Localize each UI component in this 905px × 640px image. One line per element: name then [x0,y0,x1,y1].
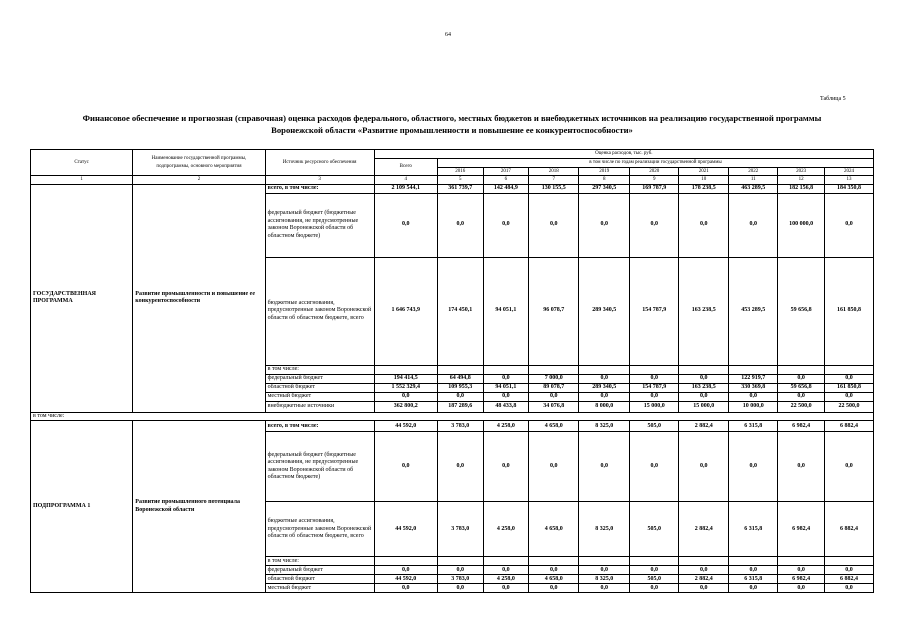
value-cell: 48 433,8 [483,401,529,412]
value-cell: 0,0 [679,432,729,502]
value-cell: 0,0 [483,432,529,502]
header-source: Источник ресурсного обеспечения [265,150,374,176]
value-cell: 59 656,8 [778,257,825,365]
value-cell: 0,0 [778,392,825,401]
value-cell [579,365,630,374]
value-cell: 505,0 [630,421,679,432]
value-cell: 0,0 [529,432,579,502]
value-cell: 44 592,0 [374,575,437,584]
value-cell: 169 787,9 [630,184,679,193]
value-cell: 0,0 [824,193,873,257]
value-cell: 0,0 [483,584,529,593]
header-year: 2016 [437,167,483,176]
column-number: 2 [133,176,265,185]
header-status: Статус [31,150,133,176]
source-cell: бюджетные ассигнования, предусмотренные законом Воронежской области об областном бюджете, всего [265,502,374,557]
value-cell: 0,0 [529,566,579,575]
value-cell: 0,0 [374,566,437,575]
value-cell [729,557,778,566]
value-cell: 6 315,8 [729,421,778,432]
value-cell: 0,0 [579,584,630,593]
column-number: 7 [529,176,579,185]
value-cell: 6 982,4 [778,502,825,557]
value-cell: 0,0 [824,392,873,401]
value-cell: 8 325,0 [579,575,630,584]
value-cell [824,365,873,374]
value-cell: 4 258,0 [483,502,529,557]
column-number: 12 [778,176,825,185]
header-year: 2021 [679,167,729,176]
value-cell: 0,0 [529,584,579,593]
value-cell: 0,0 [437,584,483,593]
financing-table [30,149,874,593]
value-cell [483,365,529,374]
value-cell: 3 783,0 [437,502,483,557]
value-cell: 0,0 [679,584,729,593]
value-cell: 361 739,7 [437,184,483,193]
value-cell: 96 078,7 [529,257,579,365]
value-cell: 0,0 [483,392,529,401]
value-cell: 8 325,0 [579,502,630,557]
source-cell: всего, в том числе: [265,184,374,193]
column-number: 4 [374,176,437,185]
value-cell: 154 787,9 [630,257,679,365]
value-cell: 0,0 [579,193,630,257]
value-cell: 22 500,0 [824,401,873,412]
value-cell: 6 882,4 [824,575,873,584]
source-cell: внебюджетные источники [265,401,374,412]
value-cell: 0,0 [824,374,873,383]
source-cell: местный бюджет [265,392,374,401]
value-cell: 0,0 [483,566,529,575]
header-year: 2020 [630,167,679,176]
value-cell: 4 258,0 [483,575,529,584]
value-cell: 0,0 [729,432,778,502]
value-cell: 289 340,5 [579,257,630,365]
value-cell: 0,0 [778,432,825,502]
value-cell: 161 850,8 [824,383,873,392]
value-cell: 362 800,2 [374,401,437,412]
value-cell: 109 955,3 [437,383,483,392]
value-cell: 194 414,5 [374,374,437,383]
header-year: 2019 [579,167,630,176]
value-cell [483,557,529,566]
value-cell: 4 658,0 [529,502,579,557]
value-cell [679,557,729,566]
value-cell: 0,0 [630,584,679,593]
value-cell: 0,0 [630,392,679,401]
value-cell: 0,0 [729,392,778,401]
program-status: ГОСУДАРСТВЕННАЯ ПРОГРАММА [31,184,133,412]
value-cell: 0,0 [778,584,825,593]
header-year: 2018 [529,167,579,176]
document-title [22,112,882,136]
value-cell: 15 000,0 [630,401,679,412]
value-cell: 297 340,5 [579,184,630,193]
value-cell: 0,0 [529,193,579,257]
column-number: 9 [630,176,679,185]
value-cell: 0,0 [679,566,729,575]
column-number: 6 [483,176,529,185]
title-line-1: Финансовое обеспечение и прогнозная (справочная) оценка расходов федерального, областного, местных бюджетов и внебюджетных источников на реализацию государственной программы [82,113,822,123]
value-cell: 330 369,8 [729,383,778,392]
value-cell: 0,0 [483,374,529,383]
value-cell: 463 289,5 [729,184,778,193]
value-cell: 163 238,5 [679,257,729,365]
column-number: 3 [265,176,374,185]
value-cell: 0,0 [630,432,679,502]
value-cell: 187 289,6 [437,401,483,412]
value-cell: 1 552 329,4 [374,383,437,392]
value-cell [729,365,778,374]
value-cell: 0,0 [729,193,778,257]
value-cell: 15 000,0 [679,401,729,412]
including-label: в том числе: [31,412,874,421]
value-cell: 94 051,1 [483,257,529,365]
value-cell: 6 982,4 [778,421,825,432]
value-cell: 4 658,0 [529,575,579,584]
header-year: 2023 [778,167,825,176]
title-line-2: Воронежской области «Развитие промышленности и повышение ее конкурентоспособности» [271,125,633,135]
source-cell: в том числе: [265,557,374,566]
column-number: 8 [579,176,630,185]
value-cell: 0,0 [679,392,729,401]
value-cell [374,365,437,374]
column-number: 10 [679,176,729,185]
value-cell [778,557,825,566]
page-number: 64 [445,32,451,38]
value-cell: 0,0 [437,566,483,575]
value-cell: 178 238,5 [679,184,729,193]
value-cell: 174 450,1 [437,257,483,365]
value-cell: 505,0 [630,575,679,584]
value-cell [437,365,483,374]
value-cell: 6 315,8 [729,575,778,584]
header-estimate: Оценка расходов, тыс. руб. [374,150,873,159]
header-year: 2017 [483,167,529,176]
value-cell [630,557,679,566]
value-cell: 161 850,8 [824,257,873,365]
value-cell: 182 156,8 [778,184,825,193]
subprogram-status: ПОДПРОГРАММА 1 [31,421,133,593]
value-cell: 0,0 [729,566,778,575]
table-label: Таблица 5 [820,96,846,102]
column-number: 5 [437,176,483,185]
value-cell: 7 000,0 [529,374,579,383]
value-cell: 0,0 [529,392,579,401]
value-cell: 0,0 [630,193,679,257]
value-cell: 0,0 [579,392,630,401]
value-cell: 3 783,0 [437,575,483,584]
value-cell: 0,0 [729,584,778,593]
value-cell: 64 494,8 [437,374,483,383]
header-name: Наименование государственной программы, подпрограммы, основного мероприятия [133,150,265,176]
value-cell: 89 078,7 [529,383,579,392]
value-cell: 6 882,4 [824,502,873,557]
source-cell: федеральный бюджет (бюджетные ассигнования, не предусмотренные законом Воронежской области об областном бюджете) [265,193,374,257]
value-cell [374,557,437,566]
value-cell [437,557,483,566]
value-cell [630,365,679,374]
value-cell: 0,0 [679,193,729,257]
value-cell: 0,0 [630,566,679,575]
value-cell: 4 658,0 [529,421,579,432]
value-cell: 6 315,8 [729,502,778,557]
value-cell: 2 882,4 [679,421,729,432]
value-cell: 0,0 [483,193,529,257]
source-cell: федеральный бюджет [265,566,374,575]
value-cell: 0,0 [374,432,437,502]
value-cell: 0,0 [778,374,825,383]
value-cell [778,365,825,374]
value-cell: 0,0 [579,566,630,575]
source-cell: федеральный бюджет (бюджетные ассигнования, не предусмотренные законом Воронежской области об областном бюджете) [265,432,374,502]
header-year: 2024 [824,167,873,176]
value-cell: 0,0 [824,584,873,593]
header-year: 2022 [729,167,778,176]
value-cell: 1 646 743,9 [374,257,437,365]
value-cell: 44 592,0 [374,421,437,432]
source-cell: всего, в том числе: [265,421,374,432]
value-cell: 0,0 [679,374,729,383]
value-cell: 130 155,5 [529,184,579,193]
value-cell: 94 051,1 [483,383,529,392]
column-number: 1 [31,176,133,185]
including-row [31,412,874,421]
value-cell: 505,0 [630,502,679,557]
subprogram-row [31,421,874,432]
program-name: Развитие промышленности и повышение ее конкурентоспособности [133,184,265,412]
value-cell: 0,0 [437,432,483,502]
value-cell: 8 325,0 [579,421,630,432]
value-cell: 0,0 [579,374,630,383]
value-cell: 184 350,8 [824,184,873,193]
value-cell: 2 882,4 [679,502,729,557]
value-cell: 34 076,8 [529,401,579,412]
value-cell: 3 783,0 [437,421,483,432]
value-cell [579,557,630,566]
header-total: Всего [374,159,437,176]
source-cell: в том числе: [265,365,374,374]
value-cell: 10 000,0 [729,401,778,412]
value-cell: 100 000,0 [778,193,825,257]
source-cell: местный бюджет [265,584,374,593]
program-row [31,184,874,193]
value-cell: 6 882,4 [824,421,873,432]
source-cell: областной бюджет [265,383,374,392]
value-cell: 163 238,5 [679,383,729,392]
value-cell: 44 592,0 [374,502,437,557]
value-cell: 122 919,7 [729,374,778,383]
value-cell: 142 484,9 [483,184,529,193]
value-cell: 59 656,8 [778,383,825,392]
value-cell [529,365,579,374]
source-cell: областной бюджет [265,575,374,584]
value-cell: 0,0 [824,566,873,575]
value-cell [679,365,729,374]
source-cell: федеральный бюджет [265,374,374,383]
value-cell: 2 882,4 [679,575,729,584]
value-cell: 0,0 [437,392,483,401]
value-cell: 0,0 [374,392,437,401]
value-cell: 22 500,0 [778,401,825,412]
value-cell: 154 787,9 [630,383,679,392]
value-cell: 0,0 [824,432,873,502]
value-cell: 0,0 [778,566,825,575]
value-cell: 289 340,5 [579,383,630,392]
value-cell [529,557,579,566]
value-cell: 453 289,5 [729,257,778,365]
value-cell: 0,0 [374,584,437,593]
value-cell: 0,0 [374,193,437,257]
value-cell: 0,0 [437,193,483,257]
column-number: 11 [729,176,778,185]
value-cell: 6 982,4 [778,575,825,584]
source-cell: бюджетные ассигнования, предусмотренные законом Воронежской области об областном бюджете, всего [265,257,374,365]
column-number: 13 [824,176,873,185]
value-cell: 8 000,0 [579,401,630,412]
value-cell: 4 258,0 [483,421,529,432]
value-cell: 0,0 [579,432,630,502]
value-cell: 2 109 544,1 [374,184,437,193]
value-cell [824,557,873,566]
value-cell: 0,0 [630,374,679,383]
subprogram-name: Развитие промышленного потенциала Воронежской области [133,421,265,593]
header-by-years: в том числе по годам реализации государственной программы [437,159,873,168]
